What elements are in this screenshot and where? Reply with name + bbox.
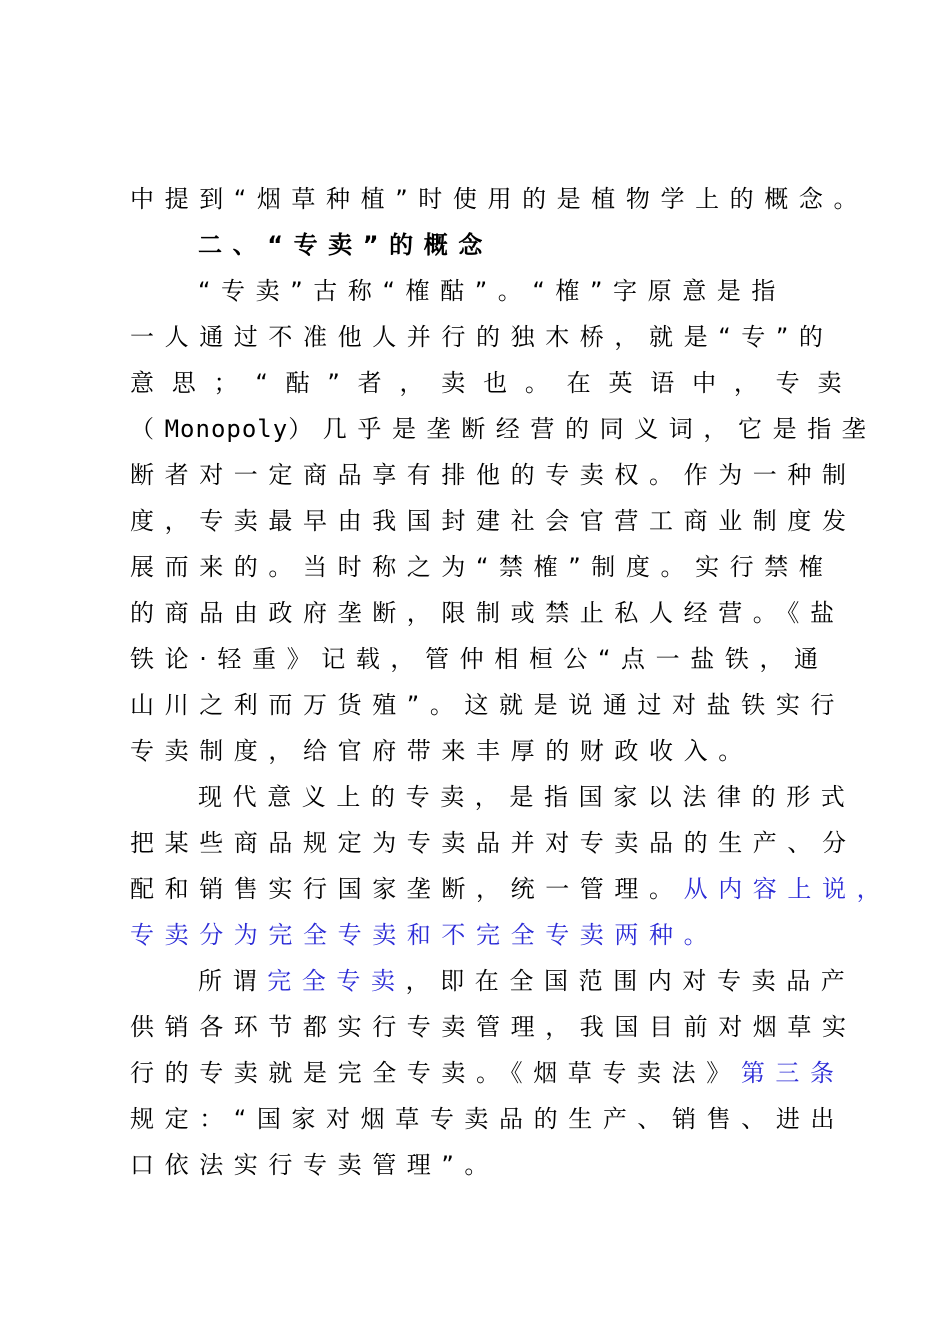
text-run: ，即在全国范围内对专卖品产: [405, 967, 856, 995]
latin-term: Monopoly: [164, 415, 289, 443]
body-text-line: [130, 452, 857, 498]
body-text-line: [130, 866, 892, 912]
heading-text: 二、“专卖”的概念: [198, 231, 493, 259]
body-text-line: [130, 1096, 846, 1142]
text-run: 一人通过不准他人并行的独木桥，就是“专”的: [130, 323, 834, 351]
highlighted-text[interactable]: 专卖分为完全专卖和不完全专卖两种。: [130, 921, 719, 949]
text-run: 规定：“国家对烟草专卖品的生产、销售、进出: [130, 1105, 846, 1133]
body-text-line: [130, 682, 846, 728]
highlighted-text[interactable]: 从内容上说，: [683, 875, 892, 903]
text-run: 中提到“烟草种植”时使用的是植物学上的概念。: [130, 185, 869, 213]
text-run: 的商品由政府垄断，限制或禁止私人经营。《盐: [130, 599, 845, 627]
text-run: 所谓: [198, 967, 268, 995]
text-run: 展而来的。当时称之为“禁榷”制度。实行禁榷: [130, 553, 834, 581]
body-text-line: [130, 314, 834, 360]
paragraph-first-line: [130, 774, 856, 820]
body-text-line: [130, 820, 857, 866]
body-text-line: [130, 1004, 857, 1050]
text-run: 供销各环节都实行专卖管理，我国目前对烟草实: [130, 1013, 857, 1041]
text-run: 把某些商品规定为专卖品并对专卖品的生产、分: [130, 829, 857, 857]
document-page: [130, 176, 892, 1188]
body-text-line: [130, 176, 869, 222]
paragraph-first-line: [130, 268, 830, 314]
body-text-line: [130, 590, 845, 636]
text-run: 行的专卖就是完全专卖。《烟草专卖法》: [130, 1059, 741, 1087]
text-run: “专卖”古称“榷酤”。“榷”字原意是指: [198, 277, 787, 305]
text-run: 专卖制度，给官府带来丰厚的财政收入。: [130, 737, 753, 765]
highlighted-line[interactable]: [130, 912, 830, 958]
text-run: 度，专卖最早由我国封建社会官营工商业制度发: [130, 507, 857, 535]
text-run: 口依法实行专卖管理”。: [130, 1151, 500, 1179]
text-run: 山川之利而万货殖”。这就是说通过对盐铁实行: [130, 691, 846, 719]
text-run: （: [130, 415, 165, 443]
article-link[interactable]: 第三条: [740, 1059, 845, 1087]
body-text-line: [130, 544, 834, 590]
body-text-line: [130, 1050, 845, 1096]
body-text-line: [130, 728, 830, 774]
body-text-line: [130, 1142, 830, 1188]
text-run: ）几乎是垄断经营的同义词，它是指垄: [288, 415, 877, 443]
body-text-line: [130, 498, 857, 544]
text-run: 意思；“酤”者，卖也。在英语中，专卖: [130, 369, 860, 397]
text-run: 现代意义上的专卖，是指国家以法律的形式: [198, 783, 856, 811]
text-run: 断者对一定商品享有排他的专卖权。作为一种制: [130, 461, 857, 489]
text-run: 铁论·轻重》记载，管仲相桓公“点一盐铁，通: [130, 645, 829, 673]
body-text-line: [130, 360, 860, 406]
term-link[interactable]: 完全专卖: [267, 967, 406, 995]
body-text-line: [130, 406, 877, 452]
text-run: 配和销售实行国家垄断，统一管理。: [130, 875, 684, 903]
paragraph-first-line: [130, 958, 856, 1004]
body-text-line: [130, 636, 830, 682]
section-heading: [130, 222, 830, 268]
